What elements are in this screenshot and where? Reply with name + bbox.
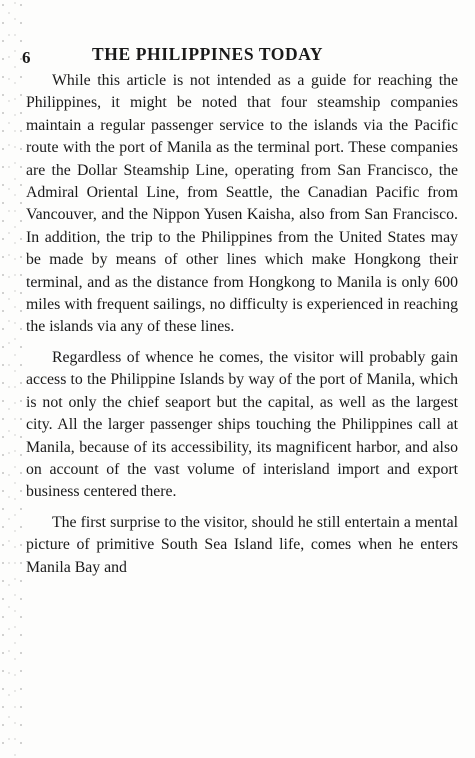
body-text [26, 70, 458, 587]
page-number: 6 [22, 48, 31, 67]
paragraph-first-surprise: The first surprise to the visitor, should he still entertain a mental picture of primitive South Sea Island life, comes when he enters Manila Bay and [26, 513, 458, 576]
scan-edge-speckle [0, 0, 22, 758]
page-header [22, 44, 462, 68]
running-title: THE PHILIPPINES TODAY [92, 44, 324, 64]
paragraph-steamship-lines: While this article is not intended as a guide for reaching the Philippines, it might be noted that four steamship companies maintain a regular passenger service to the islands via the Pacific route with the port of Manila as the terminal port. These companies are the Dollar Steamship Line, operating from San Francisco, the Admiral Oriental Line, from Seattle, the Canadian Pacific from Vancouver, and the Nippon Yusen Kaisha, also from San Francisco. In addition, the trip to the Philippines from the United States may be made by means of other lines which make Hongkong their terminal, and as the distance from Hongkong to Manila is only 600 miles with frequent sailings, no difficulty is experienced in reaching the islands via any of these lines. [26, 72, 458, 336]
paragraph-port-of-manila: Regardless of whence he comes, the visitor will probably gain access to the Philippine Islands by way of the port of Manila, which is not only the chief seaport but the capital, as well as the largest city. All the larger passenger ships touching the Philippines call at Manila, because of its accessibility, its magnificent harbor, and also on account of the vast volume of interisland import and export business centered there. [26, 348, 458, 501]
